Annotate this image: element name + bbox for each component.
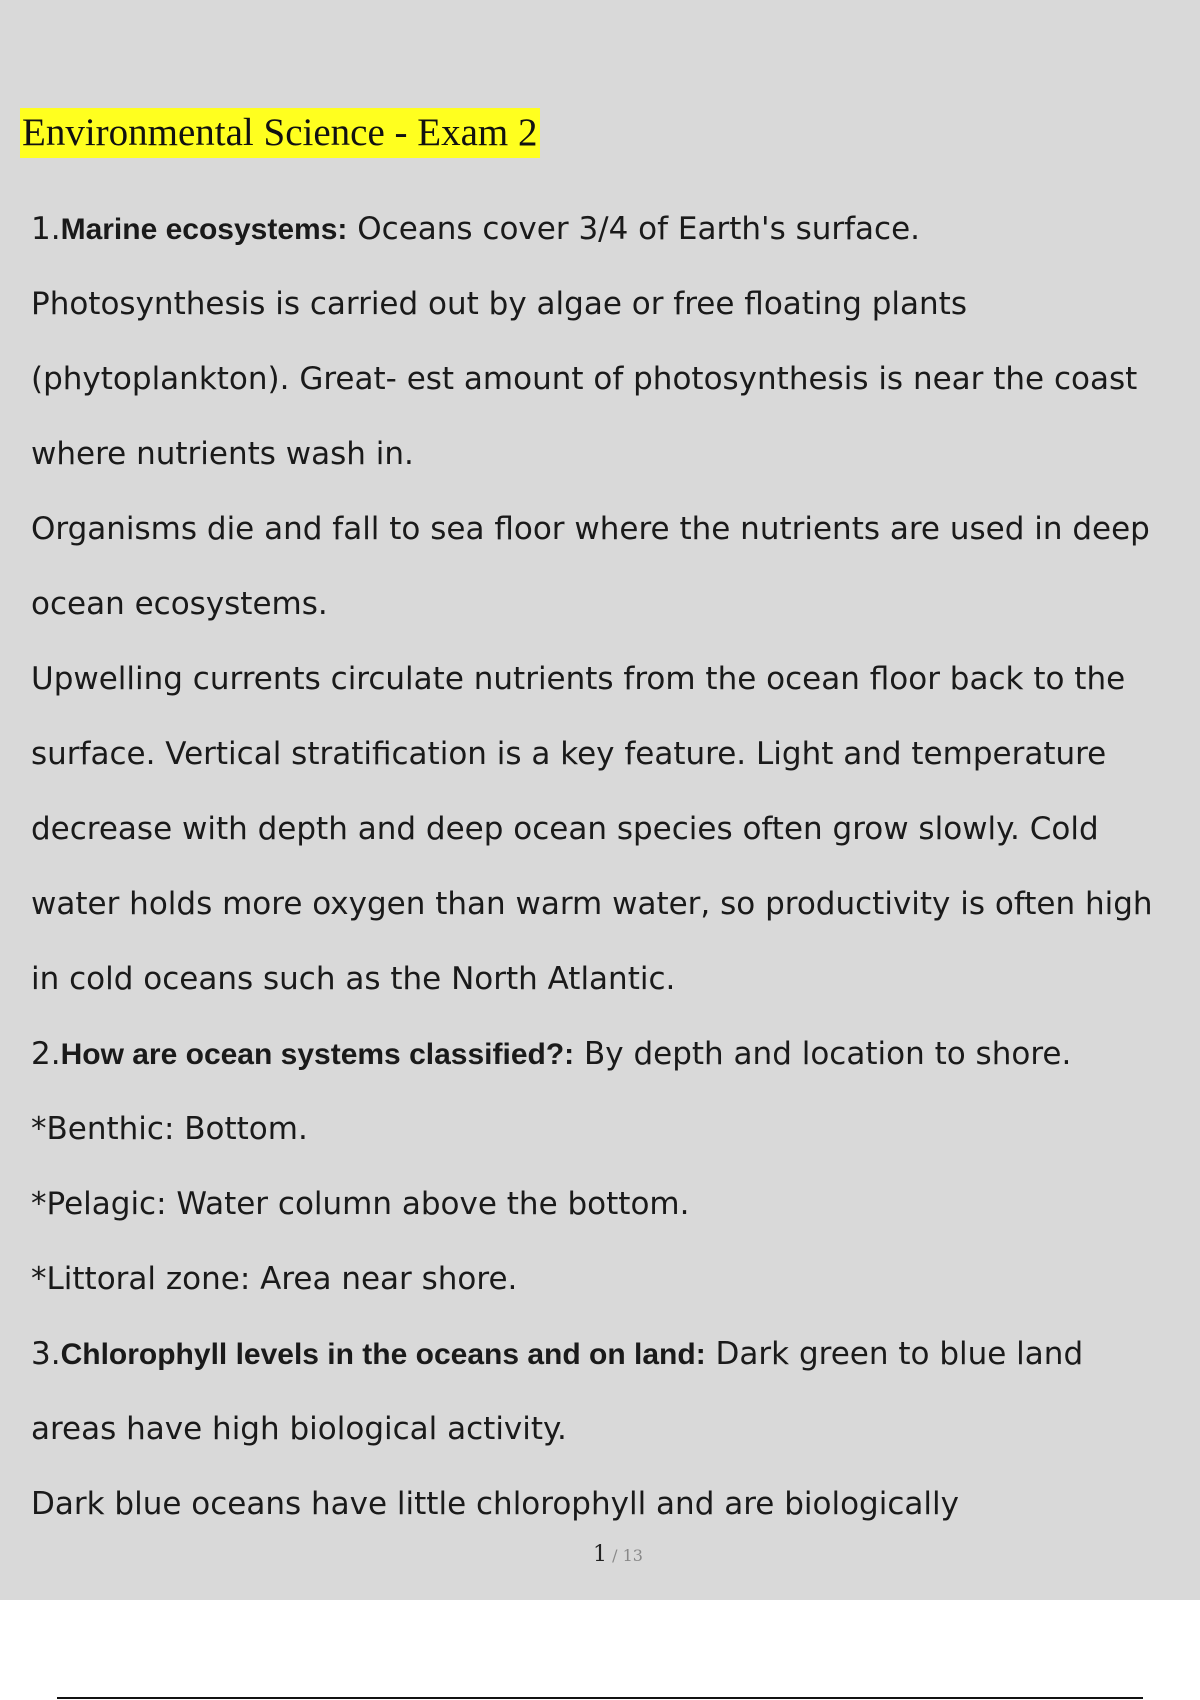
list-heading: Chlorophyll levels in the oceans and on land:: [60, 1338, 706, 1371]
body-line: where nutrients wash in.: [31, 436, 414, 472]
body-text: Dark green to blue land: [705, 1336, 1084, 1372]
body-line: *Benthic: Bottom.: [31, 1111, 308, 1147]
next-page-rule: [57, 1697, 1143, 1699]
list-heading: How are ocean systems classified?:: [60, 1038, 575, 1071]
list-item-3-line: [31, 1333, 1200, 1408]
body-line: surface. Vertical stratification is a key feature. Light and temperature: [31, 736, 1107, 772]
body-line: areas have high biological activity.: [31, 1411, 567, 1447]
page-current: 1: [593, 1542, 608, 1567]
body-line: decrease with depth and deep ocean species often grow slowly. Cold: [31, 811, 1099, 847]
body-line: *Littoral zone: Area near shore.: [31, 1261, 518, 1297]
body-text: Oceans cover 3/4 of Earth's surface.: [347, 211, 920, 247]
list-number: 1.: [31, 211, 61, 247]
body-line: ocean ecosystems.: [31, 586, 328, 622]
list-heading: Marine ecosystems:: [60, 213, 348, 246]
list-number: 3.: [31, 1336, 61, 1372]
body-line: water holds more oxygen than warm water, so productivity is often high: [31, 886, 1153, 922]
page-indicator: [0, 1540, 1200, 1571]
body-line: Dark blue oceans have little chlorophyll and are biologically: [31, 1486, 959, 1522]
document-title: Environmental Science - Exam 2: [20, 108, 540, 158]
body-line: Organisms die and fall to sea floor where the nutrients are used in deep: [31, 511, 1150, 547]
body-line: (phytoplankton). Great- est amount of photosynthesis is near the coast: [31, 361, 1138, 397]
body-line: Upwelling currents circulate nutrients from the ocean floor back to the: [31, 661, 1126, 697]
body-text: By depth and location to shore.: [574, 1036, 1072, 1072]
list-item-1-line: [31, 208, 1200, 283]
body-line: *Pelagic: Water column above the bottom.: [31, 1186, 690, 1222]
list-number: 2.: [31, 1036, 61, 1072]
page-total: 13: [622, 1546, 643, 1565]
list-item-2-line: [31, 1033, 1200, 1108]
body-line: in cold oceans such as the North Atlantic.: [31, 961, 676, 997]
page-separator: /: [612, 1546, 618, 1565]
body-line: Photosynthesis is carried out by algae or free floating plants: [31, 286, 967, 322]
document-body: [31, 208, 1200, 1558]
